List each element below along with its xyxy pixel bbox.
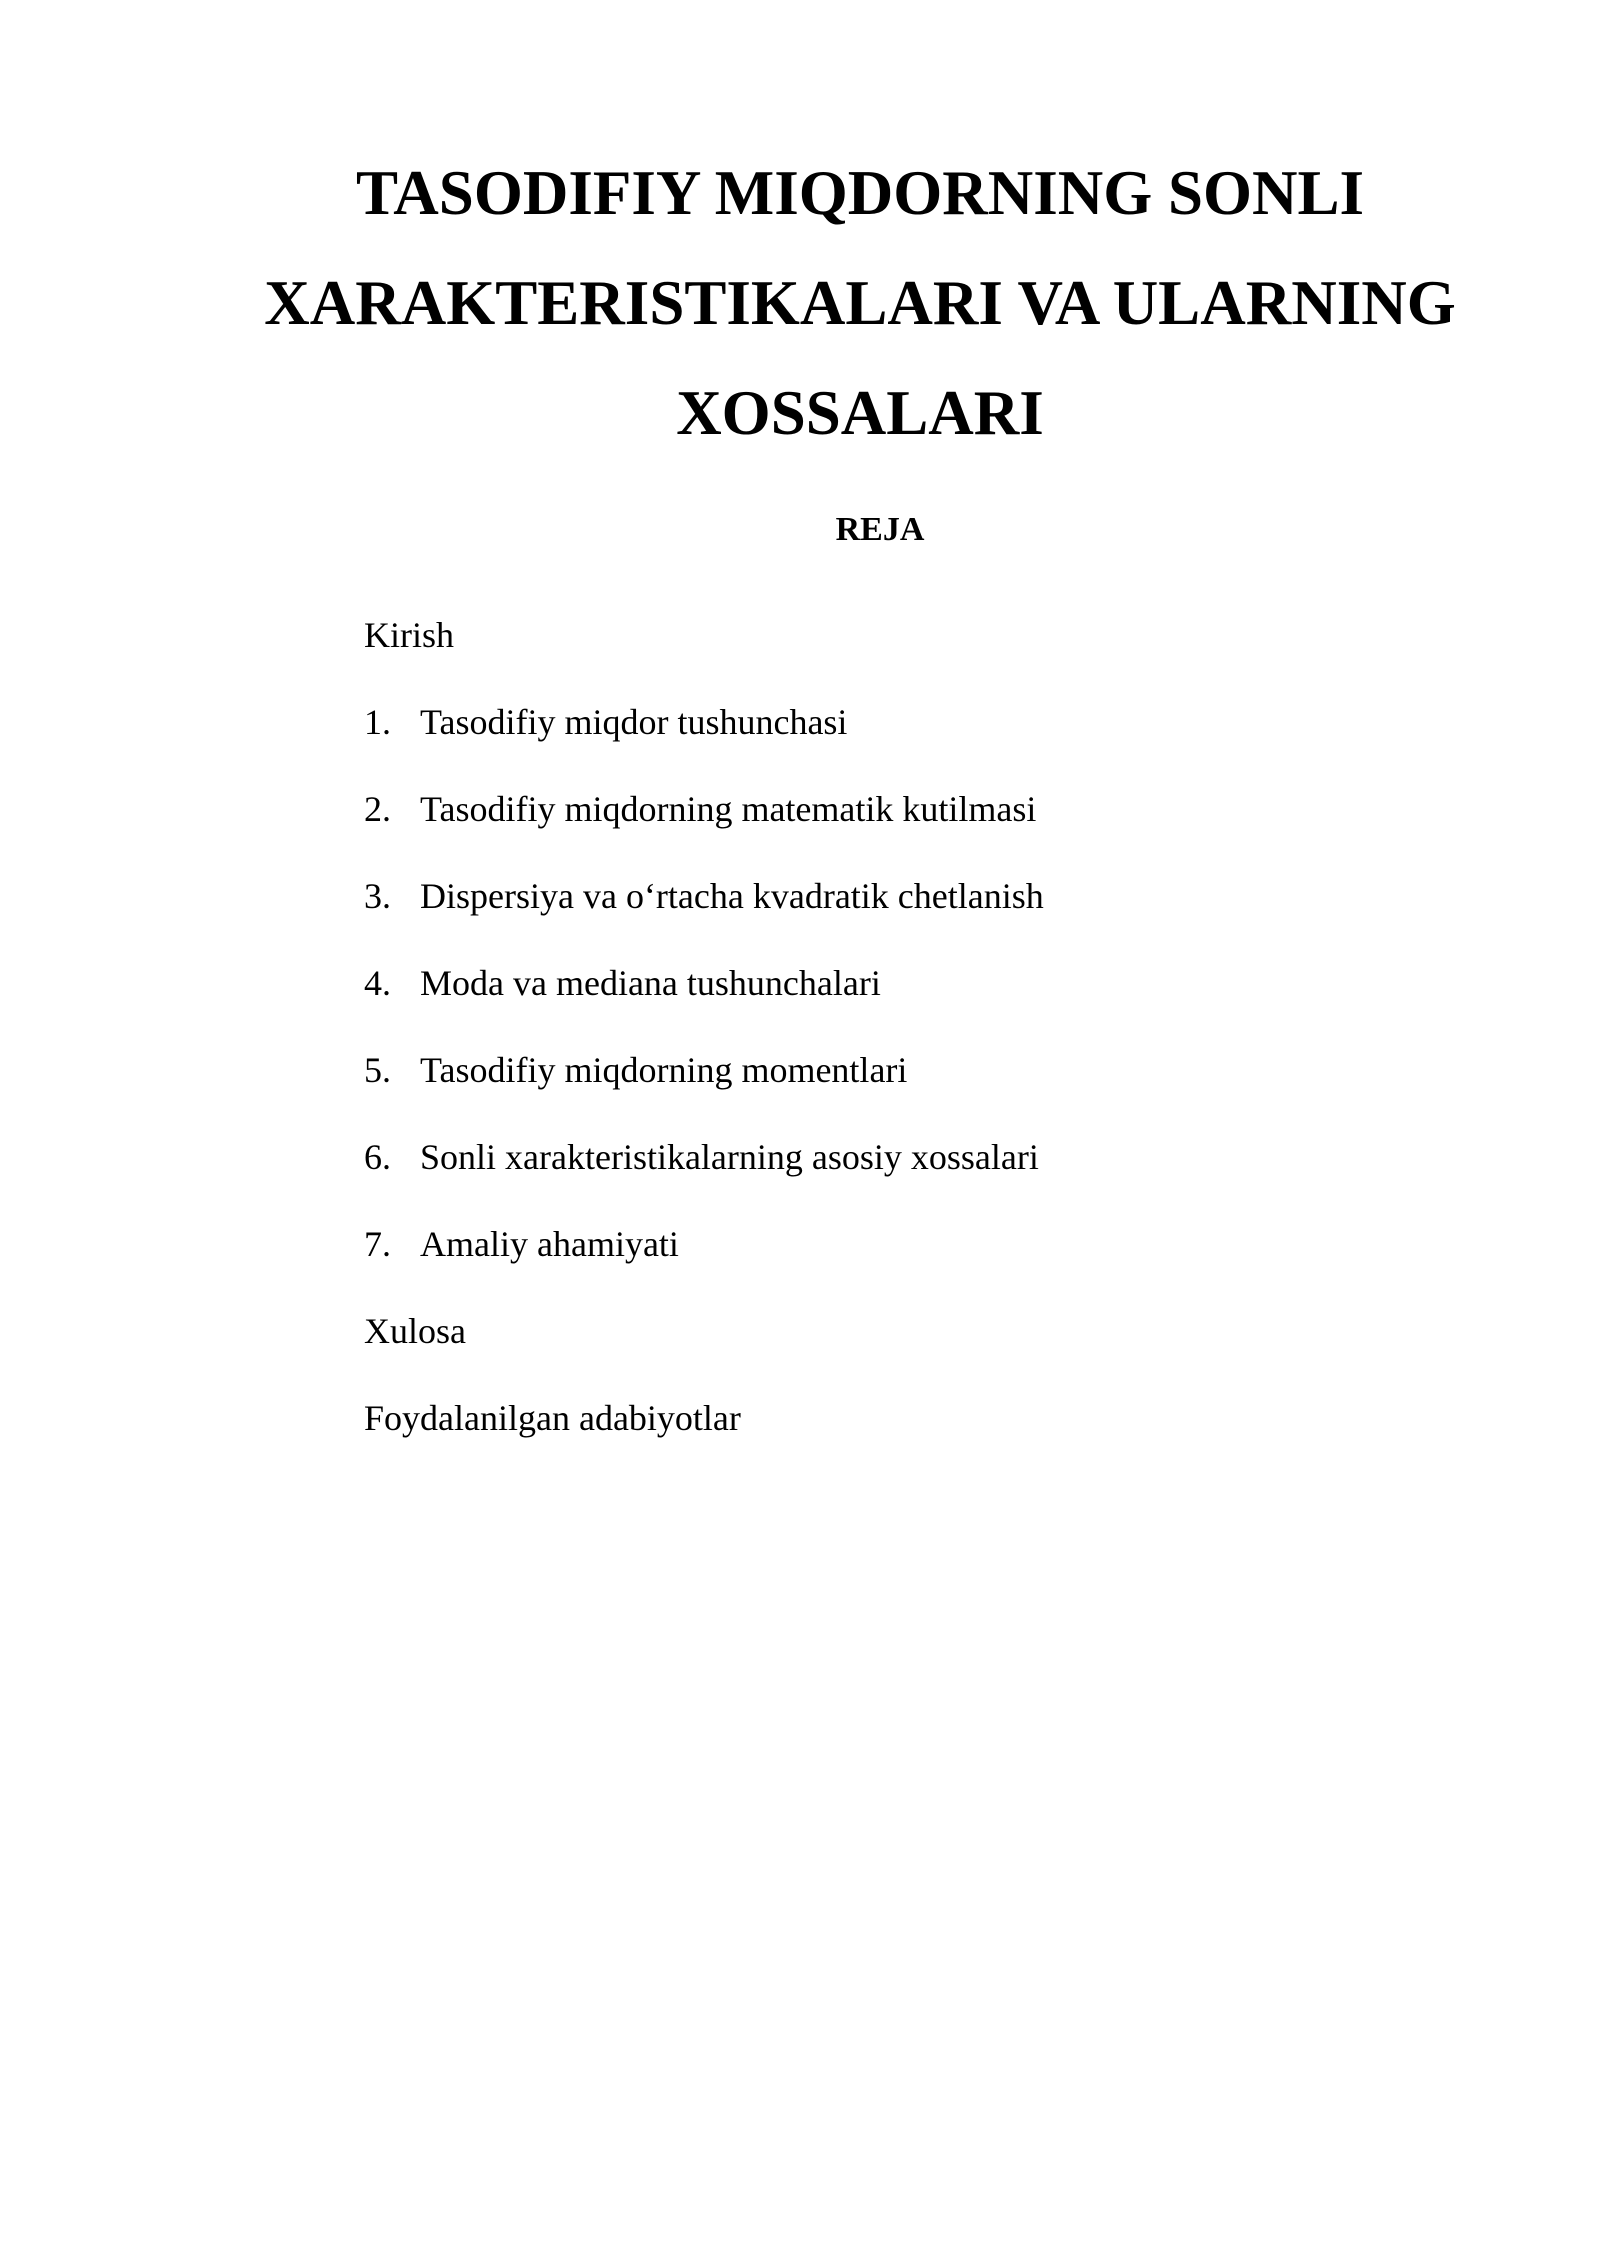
outline-item bbox=[364, 1201, 1044, 1288]
outline-item-text: Dispersiya va o‘rtacha kvadratik chetlanish bbox=[420, 876, 1044, 916]
outline-item-number: 5. bbox=[364, 1050, 391, 1090]
plan-outline bbox=[364, 592, 1044, 1462]
outline-item bbox=[364, 766, 1044, 853]
outline-item bbox=[364, 853, 1044, 940]
outline-item-text: Moda va mediana tushunchalari bbox=[420, 963, 881, 1003]
outline-item-text: Tasodifiy miqdorning momentlari bbox=[420, 1050, 908, 1090]
outline-item bbox=[364, 1114, 1044, 1201]
title-line: TASODIFIY MIQDORNING SONLI bbox=[355, 158, 1365, 228]
title-line: XOSSALARI bbox=[676, 378, 1044, 448]
outline-intro: Kirish bbox=[364, 615, 454, 655]
outline-item bbox=[364, 1027, 1044, 1114]
outline-item-number: 1. bbox=[364, 702, 391, 742]
outline-item-number: 3. bbox=[364, 876, 391, 916]
outline-item bbox=[364, 940, 1044, 1027]
outline-item-number: 2. bbox=[364, 789, 391, 829]
outline-item-text: Sonli xarakteristikalarning asosiy xossalari bbox=[420, 1137, 1039, 1177]
outline-conclusion: Xulosa bbox=[364, 1311, 466, 1351]
outline-references: Foydalanilgan adabiyotlar bbox=[364, 1398, 741, 1438]
outline-item bbox=[364, 679, 1044, 766]
plan-heading: REJA bbox=[835, 511, 925, 548]
outline-item-number: 7. bbox=[364, 1224, 391, 1264]
outline-item-text: Amaliy ahamiyati bbox=[420, 1224, 679, 1264]
outline-item-text: Tasodifiy miqdorning matematik kutilmasi bbox=[420, 789, 1037, 829]
outline-item-number: 6. bbox=[364, 1137, 391, 1177]
outline-item-text: Tasodifiy miqdor tushunchasi bbox=[420, 702, 848, 742]
outline-item-number: 4. bbox=[364, 963, 391, 1003]
title-line: XARAKTERISTIKALARI VA ULARNING bbox=[264, 268, 1456, 338]
document-title bbox=[230, 138, 1490, 468]
